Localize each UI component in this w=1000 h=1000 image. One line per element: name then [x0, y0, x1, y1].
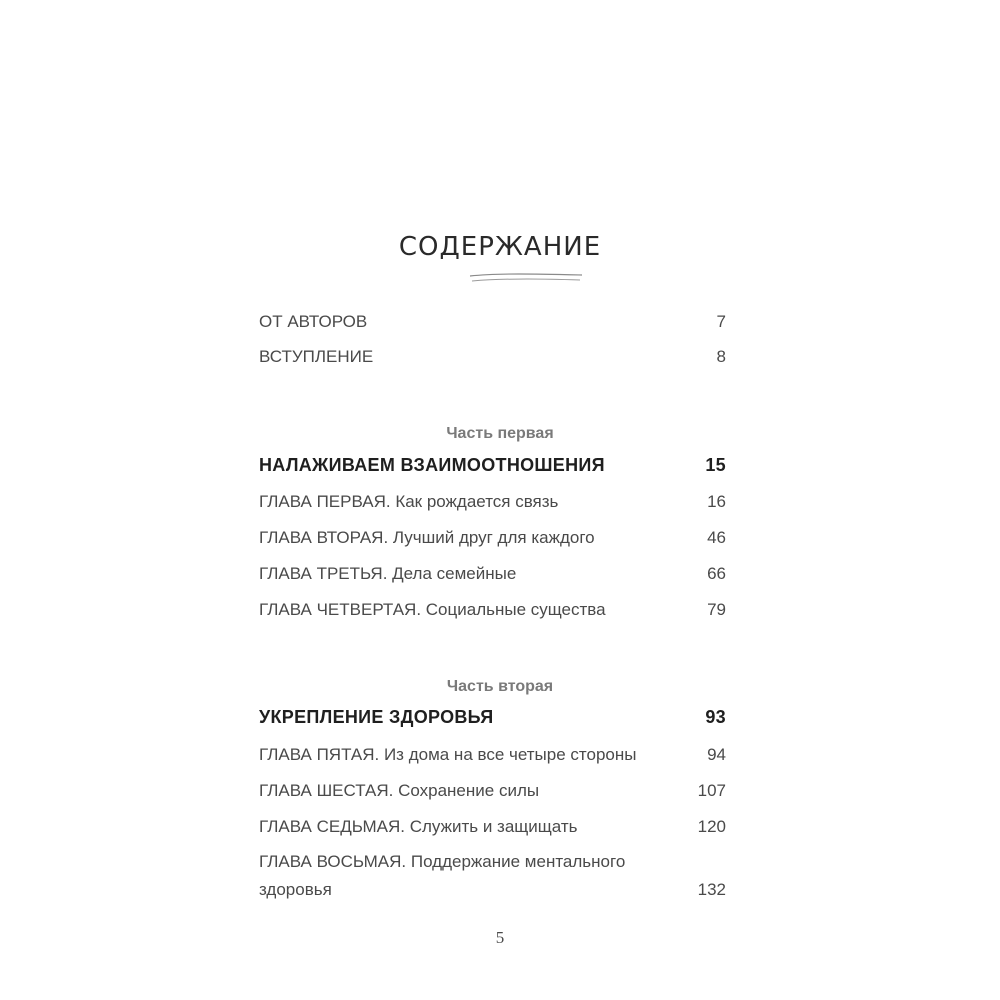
toc-chapter-1[interactable]: [259, 492, 726, 512]
chapter-page: 79: [707, 600, 726, 619]
part-two-heading[interactable]: [259, 707, 726, 728]
chapter-page: 46: [707, 528, 726, 547]
toc-title-wrap: [0, 232, 1000, 262]
toc-title: СОДЕРЖАНИЕ: [398, 232, 602, 262]
chapter-label-line2: здоровья: [259, 880, 332, 899]
chapter-page: 16: [707, 492, 726, 511]
part-one-heading[interactable]: [259, 455, 726, 476]
toc-chapter-8[interactable]: [259, 852, 726, 900]
part-two-label: Часть вторая: [446, 678, 554, 695]
title-underline-decoration: [468, 270, 584, 286]
toc-entry-page: 8: [716, 347, 726, 366]
chapter-page: 120: [697, 817, 726, 836]
toc-chapter-2[interactable]: [259, 528, 726, 548]
chapter-label: ГЛАВА ТРЕТЬЯ. Дела семейные: [259, 564, 517, 583]
part-page: 15: [705, 455, 726, 475]
toc-chapter-3[interactable]: [259, 564, 726, 584]
chapter-label: ГЛАВА СЕДЬМАЯ. Служить и защищать: [259, 817, 578, 836]
chapter-label: ГЛАВА ЧЕТВЕРТАЯ. Социальные существа: [259, 600, 606, 619]
part-title: УКРЕПЛЕНИЕ ЗДОРОВЬЯ: [259, 707, 494, 727]
chapter-page: 66: [707, 564, 726, 583]
chapter-label: ГЛАВА ПЯТАЯ. Из дома на все четыре стороны: [259, 745, 637, 764]
part-page: 93: [705, 707, 726, 727]
toc-entry-label: ВСТУПЛЕНИЕ: [259, 347, 374, 366]
part-title: НАЛАЖИВАЕМ ВЗАИМООТНОШЕНИЯ: [259, 455, 605, 475]
chapter-label: ГЛАВА ШЕСТАЯ. Сохранение силы: [259, 781, 540, 800]
chapter-page: 107: [697, 781, 726, 800]
chapter-label: ГЛАВА ПЕРВАЯ. Как рождается связь: [259, 492, 559, 511]
chapter-page: 132: [697, 880, 726, 899]
toc-entry-authors[interactable]: [259, 312, 726, 332]
toc-chapter-6[interactable]: [259, 781, 726, 801]
toc-chapter-5[interactable]: [259, 745, 726, 765]
chapter-label: ГЛАВА ВТОРАЯ. Лучший друг для каждого: [259, 528, 595, 547]
part-one-label: Часть первая: [446, 425, 554, 442]
chapter-line2-row: [259, 880, 726, 900]
chapter-label-line1: ГЛАВА ВОСЬМАЯ. Поддержание ментального: [259, 852, 626, 871]
toc-entry-page: 7: [716, 312, 726, 331]
toc-entry-introduction[interactable]: [259, 347, 726, 367]
chapter-page: 94: [707, 745, 726, 764]
page-number: 5: [495, 928, 505, 947]
toc-chapter-7[interactable]: [259, 817, 726, 837]
toc-chapter-4[interactable]: [259, 600, 726, 620]
toc-entry-label: ОТ АВТОРОВ: [259, 312, 368, 331]
